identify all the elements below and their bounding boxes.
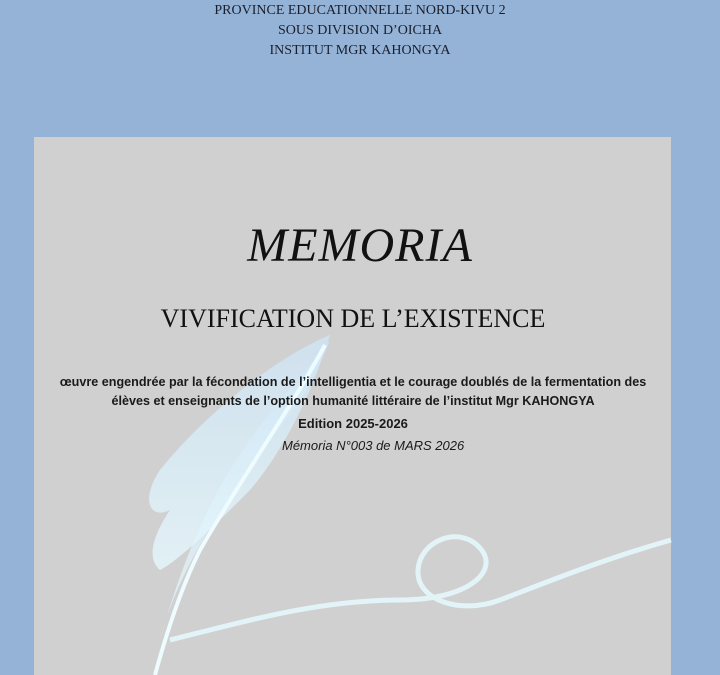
edition-label: Edition 2025-2026: [298, 416, 408, 431]
publication-title: MEMORIA: [247, 219, 473, 272]
description-line: œuvre engendrée par la fécondation de l’intelligentia et le courage doublés de la fermentation des: [59, 375, 647, 389]
header-province: PROVINCE EDUCATIONNELLE NORD-KIVU 2: [214, 3, 506, 18]
header-subdivision: SOUS DIVISION D’OICHA: [277, 23, 443, 38]
description-line: élèves et enseignants de l’option humanité littéraire de l’institut Mgr KAHONGYA: [111, 394, 595, 408]
header-institute: INSTITUT MGR KAHONGYA: [269, 43, 451, 58]
issue-label: Mémoria N°003 de MARS 2026: [282, 438, 465, 453]
publication-subtitle: VIVIFICATION DE L’EXISTENCE: [160, 304, 546, 333]
publication-description: [0, 373, 706, 411]
